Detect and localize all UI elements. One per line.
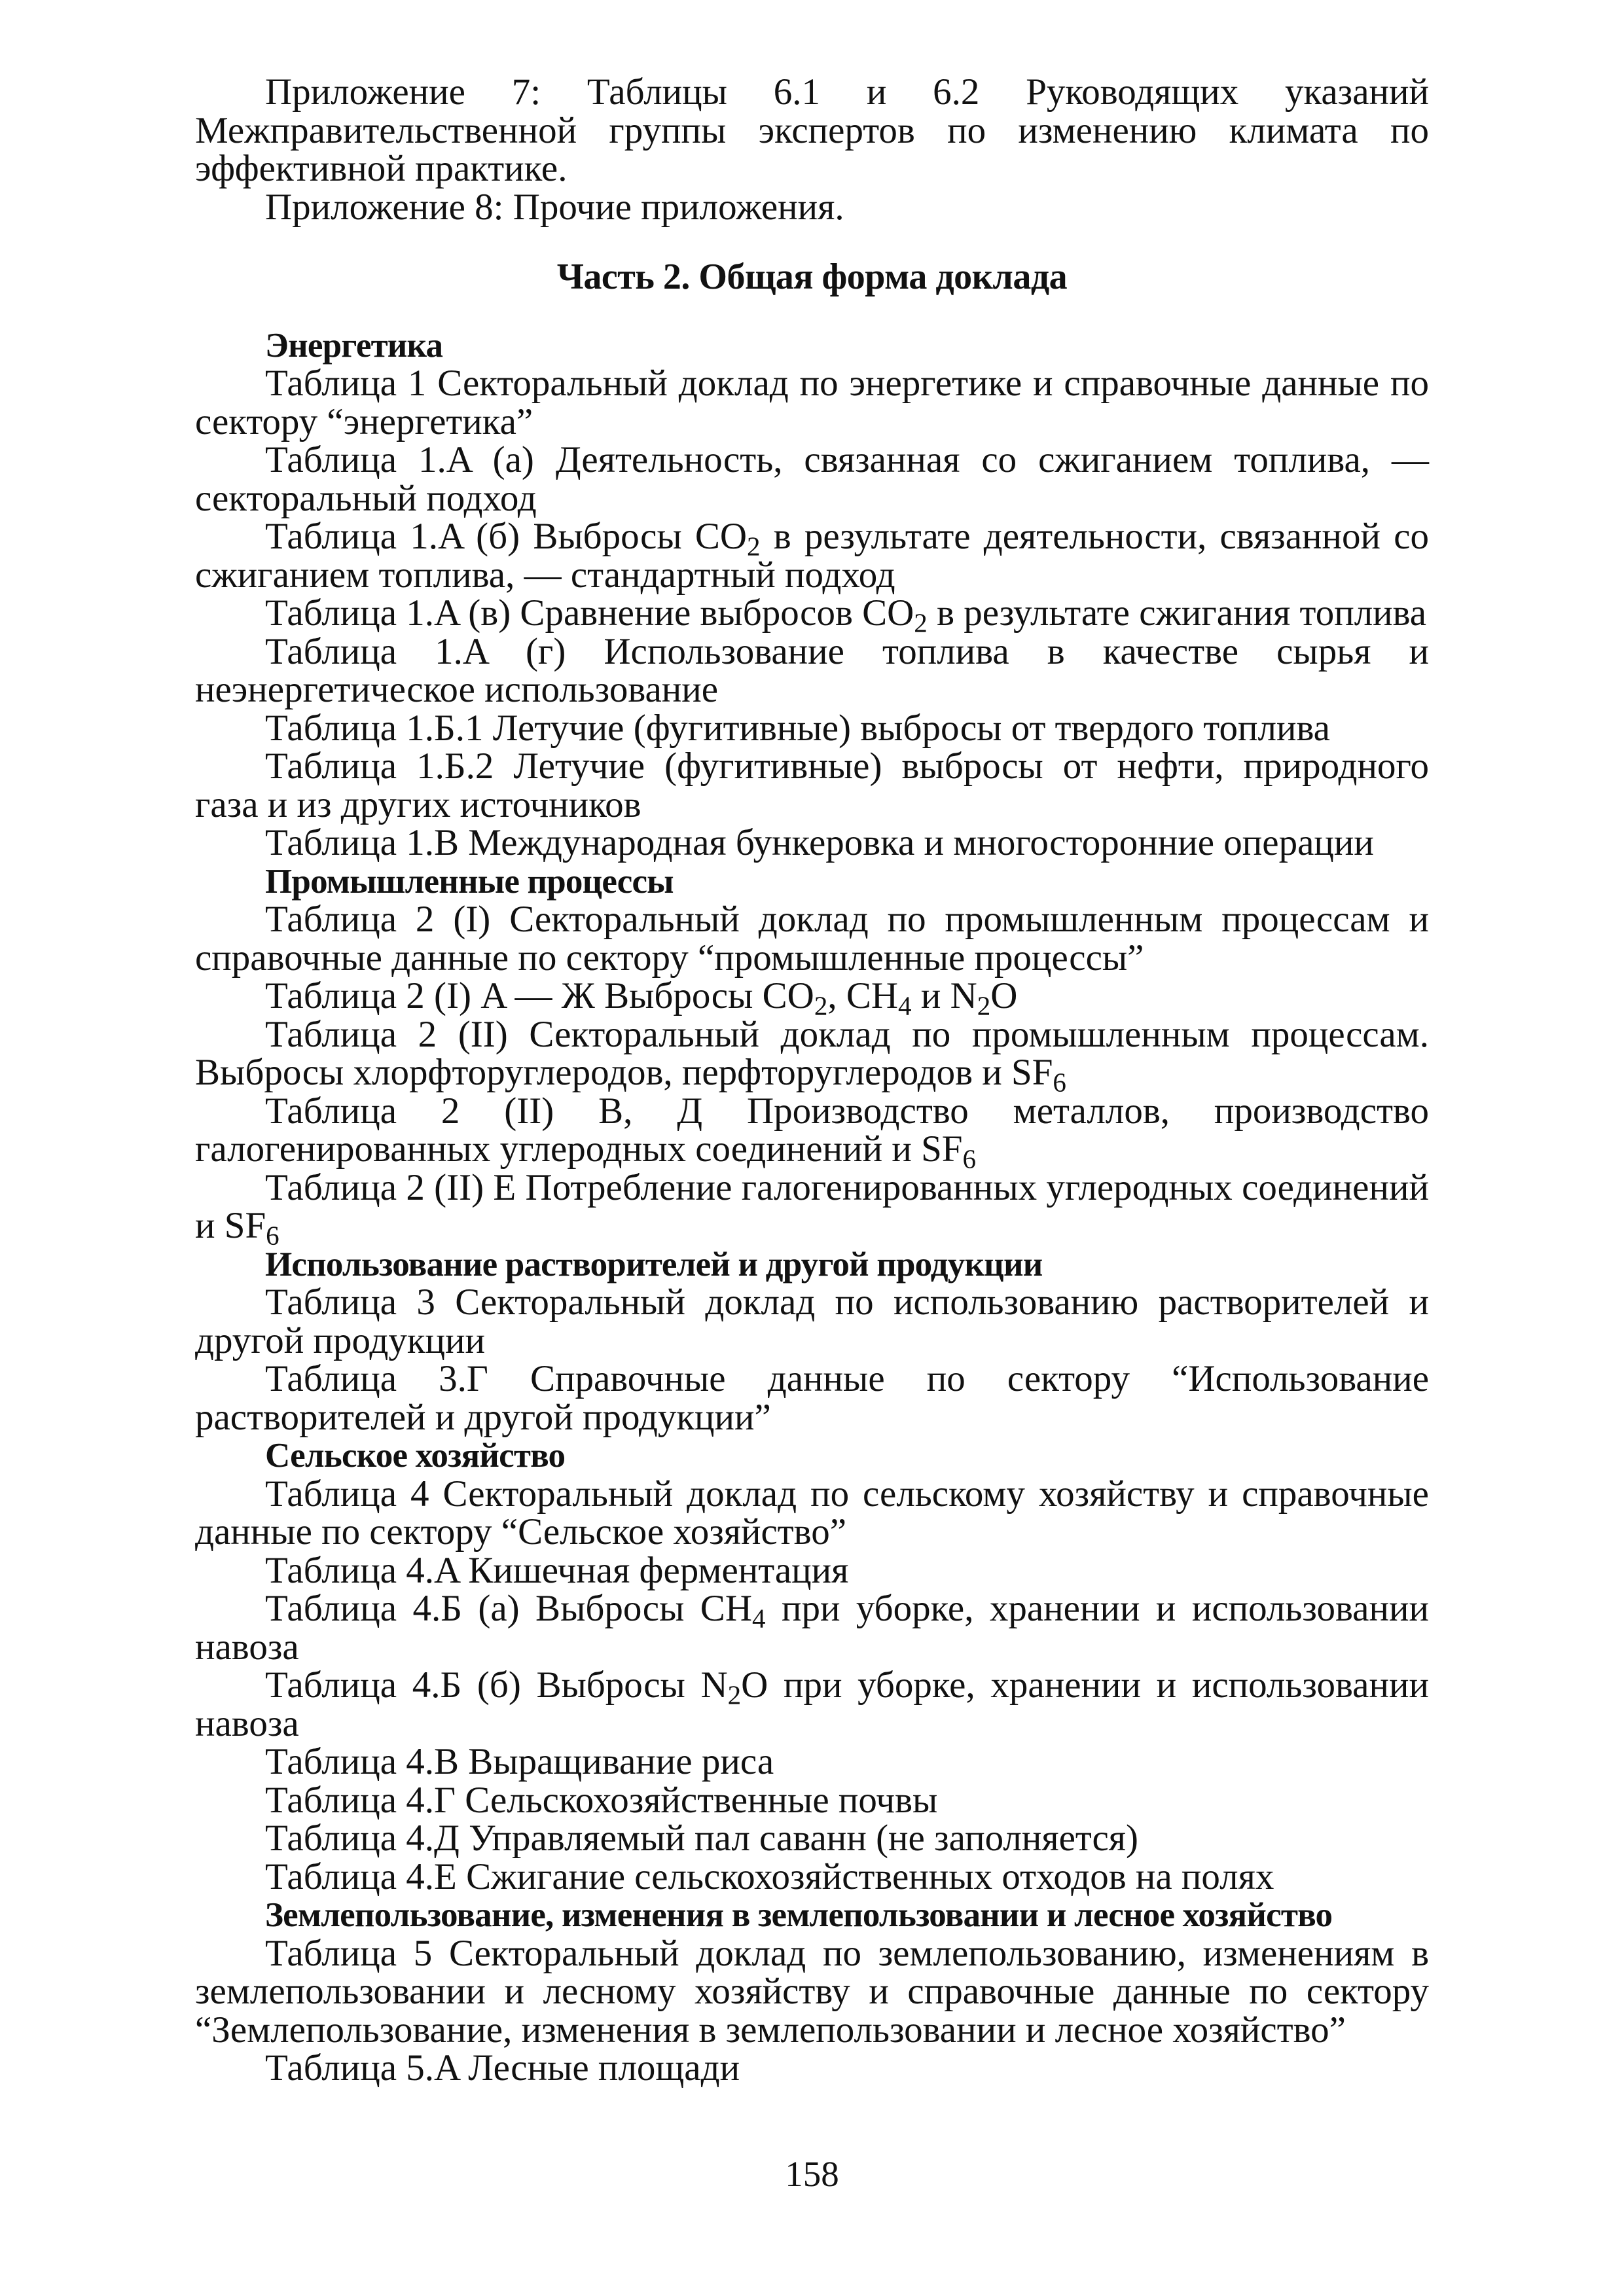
table-4G: Таблица 4.Г Сельскохозяйственные почвы [265, 1779, 938, 1821]
table-4D: Таблица 4.Д Управляемый пал саванн (не заполняется) [265, 1818, 1138, 1859]
section-solvents: Использование растворителей и другой продукции [265, 1245, 1043, 1283]
table-4: Таблица 4 Секторальный доклад по сельскому хозяйству и справочные данные по сектору “Сельское хозяйство” [195, 1473, 1429, 1552]
table-2II-E: Таблица 2 (II) E Потребление галогенированных углеродных соединений и $SF_6$ [195, 1166, 1429, 1251]
table-1: Таблица 1 Секторальный доклад по энергетике и справочные данные по сектору “энергетика” [195, 363, 1429, 442]
part-2-title: Часть 2. Общая форма доклада [556, 257, 1068, 297]
table-1V: Таблица 1.В Международная бункеровка и многосторонние операции [265, 822, 1374, 863]
table-2II: Таблица 2 (II) Секторальный доклад по промышленным процессам. Выбросы хлорфторуглеродов, перфторуглеродов и $SF_6$ [195, 1013, 1429, 1098]
table-4B-a: Таблица 4.Б (а) Выбросы $CH_4$ при уборке, хранении и использовании навоза [195, 1588, 1429, 1668]
section-energy: Энергетика [265, 326, 443, 365]
table-5A: Таблица 5.A Лесные площади [265, 2047, 740, 2089]
table-2II-V-D: Таблица 2 (II) В, Д Производство металлов, производство галогенированных углеродных соединений и $SF_6$ [195, 1090, 1429, 1174]
table-4V: Таблица 4.В Выращивание риса [265, 1741, 774, 1782]
table-1A-g: Таблица 1.A (г) Использование топлива в качестве сырья и неэнергетическое использование [195, 630, 1429, 710]
appendix-7: Приложение 7: Таблицы 6.1 и 6.2 Руководящих указаний Межправительственной группы экспертов по изменению климата по эффективной практике. [195, 71, 1429, 189]
table-4A: Таблица 4.A Кишечная ферментация [265, 1549, 849, 1591]
table-1B1: Таблица 1.Б.1 Летучие (фугитивные) выбросы от твердого топлива [265, 707, 1330, 749]
appendix-8: Приложение 8: Прочие приложения. [265, 186, 844, 228]
table-1A-b: Таблица 1.A (б) Выбросы $CO_2$ в результате деятельности, связанной со сжиганием топлива, — стандартный подход [195, 516, 1429, 596]
table-1A-v: Таблица 1.A (в) Сравнение выбросов $CO_2$ в результате сжигания топлива [265, 592, 1427, 638]
table-2I-A-Zh: Таблица 2 (I) A — Ж Выбросы $CO_2$, $CH_4$ и $N_2O$ [265, 975, 1018, 1021]
table-5: Таблица 5 Секторальный доклад по землепользованию, изменениям в землепользовании и лесному хозяйству и справочные данные по сектору “Землепользование, изменения в землепользовании и лесное хозяйство” [195, 1932, 1429, 2051]
table-1A-a: Таблица 1.A (a) Деятельность, связанная со сжиганием топлива, — секторальный подход [195, 439, 1429, 519]
table-3: Таблица 3 Секторальный доклад по использованию растворителей и другой продукции [195, 1282, 1429, 1361]
table-1B2: Таблица 1.Б.2 Летучие (фугитивные) выбросы от нефти, природного газа и из других источников [195, 745, 1429, 825]
section-land-use: Землепользование, изменения в землепользовании и лесное хозяйство [265, 1896, 1333, 1934]
section-industry: Промышленные процессы [265, 862, 674, 901]
table-2I: Таблица 2 (I) Секторальный доклад по промышленным процессам и справочные данные по сектору “промышленные процессы” [195, 899, 1429, 978]
table-4B-b: Таблица 4.Б (б) Выбросы $N_2O$ при уборке, хранении и использовании навоза [195, 1664, 1429, 1744]
table-4E: Таблица 4.Е Сжигание сельскохозяйственных отходов на полях [265, 1856, 1274, 1897]
page-content [195, 73, 1429, 2088]
section-agriculture: Сельское хозяйство [265, 1437, 566, 1475]
table-3G: Таблица 3.Г Справочные данные по сектору “Использование растворителей и другой продукции” [195, 1358, 1429, 1438]
page-number: 158 [785, 2154, 839, 2194]
